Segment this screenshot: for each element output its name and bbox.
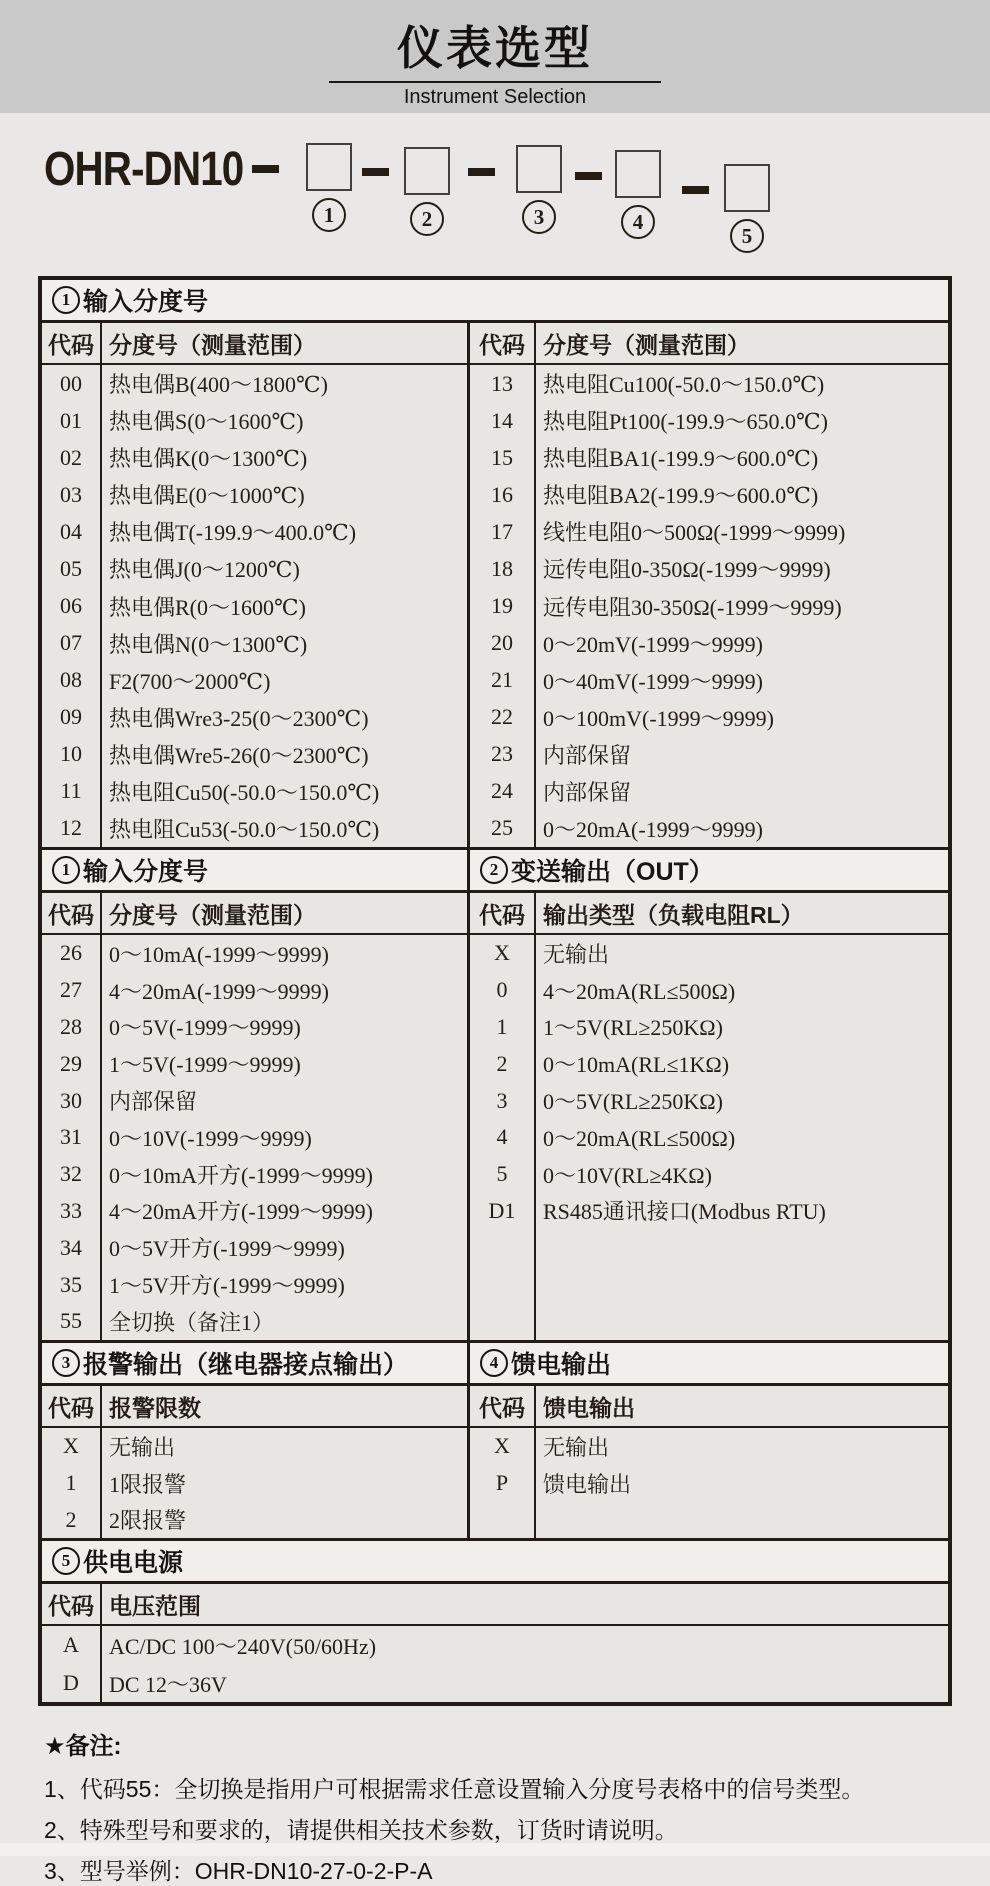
table-row — [470, 736, 945, 773]
col-header-desc: 分度号（测量范围） — [109, 901, 316, 928]
row-desc: 热电阻Pt100(-199.9～650.0℃) — [543, 409, 828, 435]
row-code: 23 — [491, 741, 513, 767]
section1-title-band — [42, 280, 948, 323]
row-code: 07 — [60, 630, 82, 656]
col-header-code: 代码 — [48, 331, 94, 358]
circled-number-icon: 4 — [480, 1349, 508, 1377]
table-row — [470, 513, 945, 550]
table-row — [42, 1465, 467, 1502]
row-desc: 0～10mA开方(-1999～9999) — [109, 1162, 373, 1188]
table-row — [42, 365, 467, 402]
row-code: 55 — [60, 1308, 82, 1334]
row-code: 4 — [496, 1124, 508, 1150]
row-code: 04 — [60, 518, 82, 544]
remarks-list — [44, 1771, 990, 1886]
section5-rows — [42, 1626, 948, 1702]
row-desc: 1限报警 — [109, 1471, 187, 1497]
row-code: 16 — [491, 481, 513, 507]
table-row — [470, 1193, 945, 1230]
row-desc: 无输出 — [543, 941, 610, 967]
row-code: 2 — [496, 1050, 508, 1076]
row-code: 03 — [60, 481, 82, 507]
row-desc: 热电偶N(0～1300℃) — [109, 631, 308, 657]
section3-body — [42, 1428, 948, 1538]
table-row — [470, 550, 945, 587]
circled-number-icon: 1 — [52, 856, 80, 884]
table-row — [470, 402, 945, 439]
row-desc: 热电偶R(0～1600℃) — [109, 594, 306, 620]
model-digit-box — [615, 150, 661, 198]
section2-title — [470, 850, 945, 890]
remarks — [44, 1726, 990, 1886]
row-desc: 0～100mV(-1999～9999) — [543, 705, 774, 731]
table-row — [42, 587, 467, 624]
row-code: 09 — [60, 704, 82, 730]
row-desc: 1～5V开方(-1999～9999) — [109, 1273, 345, 1299]
table-row — [42, 439, 467, 476]
table-row — [42, 402, 467, 439]
row-desc: 馈电输出 — [543, 1471, 632, 1497]
section5-title — [42, 1541, 948, 1581]
table-row — [470, 1156, 945, 1193]
row-desc: 热电阻Cu100(-50.0～150.0℃) — [543, 372, 825, 398]
col-header-desc: 分度号（测量范围） — [109, 331, 316, 358]
row-desc: RS485通讯接口(Modbus RTU) — [543, 1199, 826, 1225]
row-code: X — [494, 1433, 510, 1459]
table-row — [42, 1156, 467, 1193]
dash-separator — [252, 165, 279, 173]
row-code: 08 — [60, 667, 82, 693]
slot-number: 4 — [632, 209, 644, 234]
section4-title — [470, 1343, 945, 1383]
table-row — [470, 810, 945, 847]
col-header-code: 代码 — [479, 331, 525, 358]
table-row — [470, 1045, 945, 1082]
circled-number-icon: 5 — [52, 1547, 80, 1575]
slot-number: 5 — [741, 223, 753, 248]
table-row — [470, 1009, 945, 1046]
row-code: D1 — [488, 1197, 516, 1223]
section4-title-text: 馈电输出 — [511, 1351, 612, 1379]
section1b-title-text: 输入分度号 — [83, 858, 209, 886]
row-desc: 无输出 — [109, 1434, 176, 1460]
row-desc: 0～10V(RL≥4KΩ) — [543, 1162, 712, 1188]
col-header-desc: 输出类型（负载电阻RL） — [543, 901, 804, 928]
row-desc: 2限报警 — [109, 1508, 187, 1534]
row-code: 20 — [491, 630, 513, 656]
row-desc: 热电阻Cu50(-50.0～150.0℃) — [109, 779, 380, 805]
section3-title-text: 报警输出（继电器接点输出） — [83, 1351, 409, 1379]
slot-number: 3 — [533, 204, 545, 229]
row-desc: 0～5V(-1999～9999) — [109, 1015, 301, 1041]
row-desc: 热电阻BA2(-199.9～600.0℃) — [543, 483, 819, 509]
row-code: P — [495, 1470, 509, 1496]
col-header-code: 代码 — [48, 1592, 94, 1619]
table-row — [470, 1119, 945, 1156]
table-row — [42, 1266, 467, 1303]
dash-separator — [575, 172, 602, 180]
table-row — [470, 773, 945, 810]
row-desc: 4～20mA开方(-1999～9999) — [109, 1199, 373, 1225]
row-code: 05 — [60, 555, 82, 581]
model-code-diagram — [0, 138, 990, 268]
slot-number: 2 — [421, 206, 433, 231]
table-row — [42, 1501, 467, 1538]
row-code: 33 — [60, 1197, 82, 1223]
row-desc: 0～20mA(RL≤500Ω) — [543, 1125, 736, 1151]
row-code: X — [494, 940, 510, 966]
row-desc: 全切换（备注1） — [109, 1309, 275, 1335]
table-row — [470, 587, 945, 624]
row-code: 14 — [491, 407, 513, 433]
col-header-code: 代码 — [479, 901, 525, 928]
table-row — [42, 736, 467, 773]
section3-title — [42, 1343, 467, 1383]
table-row — [42, 1045, 467, 1082]
row-code: D — [63, 1670, 79, 1695]
row-code: 26 — [60, 940, 82, 966]
circled-number-1 — [312, 198, 346, 232]
row-desc: 0～10mA(-1999～9999) — [109, 941, 329, 967]
model-slot-3 — [516, 145, 562, 234]
row-desc: 远传电阻30-350Ω(-1999～9999) — [543, 594, 842, 620]
circled-number-5 — [730, 219, 764, 253]
table-row — [42, 699, 467, 736]
table-row — [42, 550, 467, 587]
section3-title-band — [42, 1340, 948, 1386]
table-row — [42, 1303, 467, 1340]
row-code: 5 — [496, 1161, 508, 1187]
row-desc: 热电阻BA1(-199.9～600.0℃) — [543, 446, 819, 472]
row-code: 06 — [60, 593, 82, 618]
dash-separator — [468, 168, 495, 176]
row-desc: 0～5V开方(-1999～9999) — [109, 1236, 345, 1262]
table-row — [470, 625, 945, 662]
model-slot-4 — [615, 150, 661, 239]
row-code: 31 — [60, 1124, 82, 1150]
row-code: 02 — [60, 444, 82, 470]
model-digit-box — [724, 164, 770, 212]
model-digit-box — [516, 145, 562, 193]
row-code: 12 — [60, 815, 82, 841]
table-row — [42, 1009, 467, 1046]
row-code: 3 — [496, 1087, 508, 1113]
circled-number-4 — [621, 205, 655, 239]
section5-title-band — [42, 1538, 948, 1584]
row-code: A — [63, 1632, 79, 1657]
section1-title — [42, 280, 948, 320]
row-code: 32 — [60, 1161, 82, 1187]
remarks-title: ★备注: — [44, 1733, 122, 1760]
row-code: 34 — [60, 1234, 82, 1260]
row-code: 15 — [491, 444, 513, 470]
dash-separator — [362, 168, 389, 176]
row-code: 2 — [65, 1506, 77, 1532]
row-code: 19 — [491, 593, 513, 618]
row-desc: 线性电阻0～500Ω(-1999～9999) — [543, 520, 846, 546]
table-row — [42, 1082, 467, 1119]
section1-body — [42, 365, 948, 847]
row-code: 25 — [491, 815, 513, 841]
row-desc: 热电阻Cu53(-50.0～150.0℃) — [109, 816, 380, 842]
table-row — [42, 972, 467, 1009]
table-row — [470, 1428, 945, 1465]
row-code: X — [63, 1433, 79, 1459]
row-code: 35 — [60, 1271, 82, 1297]
section2-right-rows — [470, 935, 945, 1340]
selection-table — [38, 276, 952, 1706]
section1-title-text: 输入分度号 — [83, 288, 209, 316]
row-desc: 0～5V(RL≥250KΩ) — [543, 1089, 723, 1115]
row-code: 0 — [496, 977, 508, 1003]
row-desc: 远传电阻0-350Ω(-1999～9999) — [543, 557, 831, 583]
row-desc: 1～5V(RL≥250KΩ) — [543, 1015, 723, 1041]
circled-number-3 — [522, 200, 556, 234]
circled-number-icon: 3 — [52, 1349, 80, 1377]
row-code: 17 — [491, 518, 513, 544]
row-desc: 热电偶T(-199.9～400.0℃) — [109, 520, 357, 546]
section2-left-rows — [42, 935, 470, 1340]
row-code: 00 — [60, 370, 82, 396]
row-desc: 热电偶E(0～1000℃) — [109, 483, 305, 509]
section2-body — [42, 935, 948, 1340]
row-desc: 0～10mA(RL≤1KΩ) — [543, 1052, 730, 1078]
row-desc: 热电偶Wre5-26(0～2300℃) — [109, 742, 369, 768]
row-desc: AC/DC 100～240V(50/60Hz) — [109, 1633, 377, 1659]
col-header-code: 代码 — [479, 1394, 525, 1421]
page-subtitle: Instrument Selection — [403, 86, 587, 108]
table-row — [470, 476, 945, 513]
row-code: 01 — [60, 407, 82, 433]
table-row — [42, 935, 467, 972]
col-header-code: 代码 — [48, 901, 94, 928]
model-slot-2 — [404, 147, 450, 236]
title-underline — [329, 81, 661, 83]
row-desc: 无输出 — [543, 1434, 610, 1460]
table-row — [42, 513, 467, 550]
circled-number-icon: 1 — [52, 286, 80, 314]
row-code: 28 — [60, 1013, 82, 1039]
section3-header — [42, 1386, 948, 1428]
section5-title-text: 供电电源 — [83, 1549, 184, 1577]
row-desc: DC 12～36V — [109, 1671, 227, 1697]
model-prefix: OHR-DN10 — [44, 143, 244, 196]
page-banner — [0, 0, 990, 113]
row-code: 10 — [60, 741, 82, 767]
table-row — [470, 972, 945, 1009]
row-desc: F2(700～2000℃) — [109, 668, 271, 694]
circled-number-icon: 2 — [480, 856, 508, 884]
row-desc: 热电偶S(0～1600℃) — [109, 409, 304, 435]
section4-rows — [470, 1428, 945, 1538]
remark-item: 1、代码55：全切换是指用户可根据需求任意设置输入分度号表格中的信号类型。 — [44, 1776, 865, 1802]
col-header-code: 代码 — [48, 1394, 94, 1421]
table-row — [42, 1119, 467, 1156]
row-code: 1 — [65, 1470, 77, 1495]
row-code: 22 — [491, 704, 513, 730]
row-code: 18 — [491, 555, 513, 581]
col-header-desc: 馈电输出 — [543, 1394, 635, 1421]
table-row — [42, 625, 467, 662]
row-desc: 1～5V(-1999～9999) — [109, 1052, 301, 1078]
table-row — [42, 476, 467, 513]
section2-header — [42, 893, 948, 935]
remark-item: 3、型号举例：OHR-DN10-27-0-2-P-A — [44, 1858, 433, 1884]
row-desc: 内部保留 — [543, 779, 632, 805]
row-desc: 0～10V(-1999～9999) — [109, 1125, 312, 1151]
row-desc: 内部保留 — [109, 1089, 198, 1115]
section1-left-rows — [42, 365, 470, 847]
row-desc: 0～20mV(-1999～9999) — [543, 631, 763, 657]
row-code: 11 — [60, 778, 82, 804]
row-desc: 4～20mA(RL≤500Ω) — [543, 978, 736, 1004]
section2-title-band — [42, 847, 948, 893]
model-slot-1 — [306, 143, 352, 232]
section1-header — [42, 323, 948, 365]
table-row — [470, 1465, 945, 1502]
model-slot-5 — [724, 164, 770, 253]
table-row — [470, 935, 945, 972]
table-row — [42, 810, 467, 847]
col-header-desc: 分度号（测量范围） — [543, 331, 750, 358]
section3-left-rows — [42, 1428, 470, 1538]
table-row — [42, 1626, 948, 1664]
remark-item: 2、特殊型号和要求的，请提供相关技术参数，订货时请说明。 — [44, 1817, 678, 1843]
model-digit-box — [306, 143, 352, 191]
row-code: 30 — [60, 1087, 82, 1113]
section1-right-rows — [470, 365, 945, 847]
row-code: 24 — [491, 778, 513, 804]
table-row — [470, 699, 945, 736]
table-row — [470, 439, 945, 476]
col-header-desc: 报警限数 — [109, 1394, 201, 1421]
table-row — [42, 662, 467, 699]
row-desc: 热电偶J(0～1200℃) — [109, 557, 300, 583]
section5-header — [42, 1584, 948, 1626]
dash-separator — [682, 186, 709, 194]
row-desc: 4～20mA(-1999～9999) — [109, 978, 329, 1004]
table-row — [42, 1428, 467, 1465]
row-code: 1 — [496, 1013, 508, 1039]
row-code: 13 — [491, 370, 513, 396]
footer-strip — [0, 1843, 990, 1856]
row-code: 27 — [60, 977, 82, 1003]
slot-number: 1 — [323, 202, 335, 227]
col-header-desc: 电压范围 — [109, 1592, 201, 1619]
table-row — [470, 1082, 945, 1119]
row-desc: 热电偶Wre3-25(0～2300℃) — [109, 705, 369, 731]
table-row — [42, 773, 467, 810]
row-desc: 0～40mV(-1999～9999) — [543, 668, 763, 694]
row-desc: 0～20mA(-1999～9999) — [543, 816, 763, 842]
table-row — [470, 662, 945, 699]
table-row — [42, 1193, 467, 1230]
table-row — [42, 1664, 948, 1702]
row-desc: 热电偶K(0～1300℃) — [109, 446, 308, 472]
table-row — [470, 365, 945, 402]
section5-body — [42, 1626, 948, 1702]
row-desc: 内部保留 — [543, 742, 632, 768]
row-code: 21 — [491, 667, 513, 693]
row-desc: 热电偶B(400～1800℃) — [109, 372, 328, 398]
model-digit-box — [404, 147, 450, 195]
table-row — [42, 1229, 467, 1266]
page-title: 仪表选型 — [397, 22, 593, 74]
row-code: 29 — [60, 1050, 82, 1076]
section2-title-text: 变送输出（OUT） — [511, 858, 714, 886]
section1b-title — [42, 850, 467, 890]
circled-number-2 — [410, 202, 444, 236]
